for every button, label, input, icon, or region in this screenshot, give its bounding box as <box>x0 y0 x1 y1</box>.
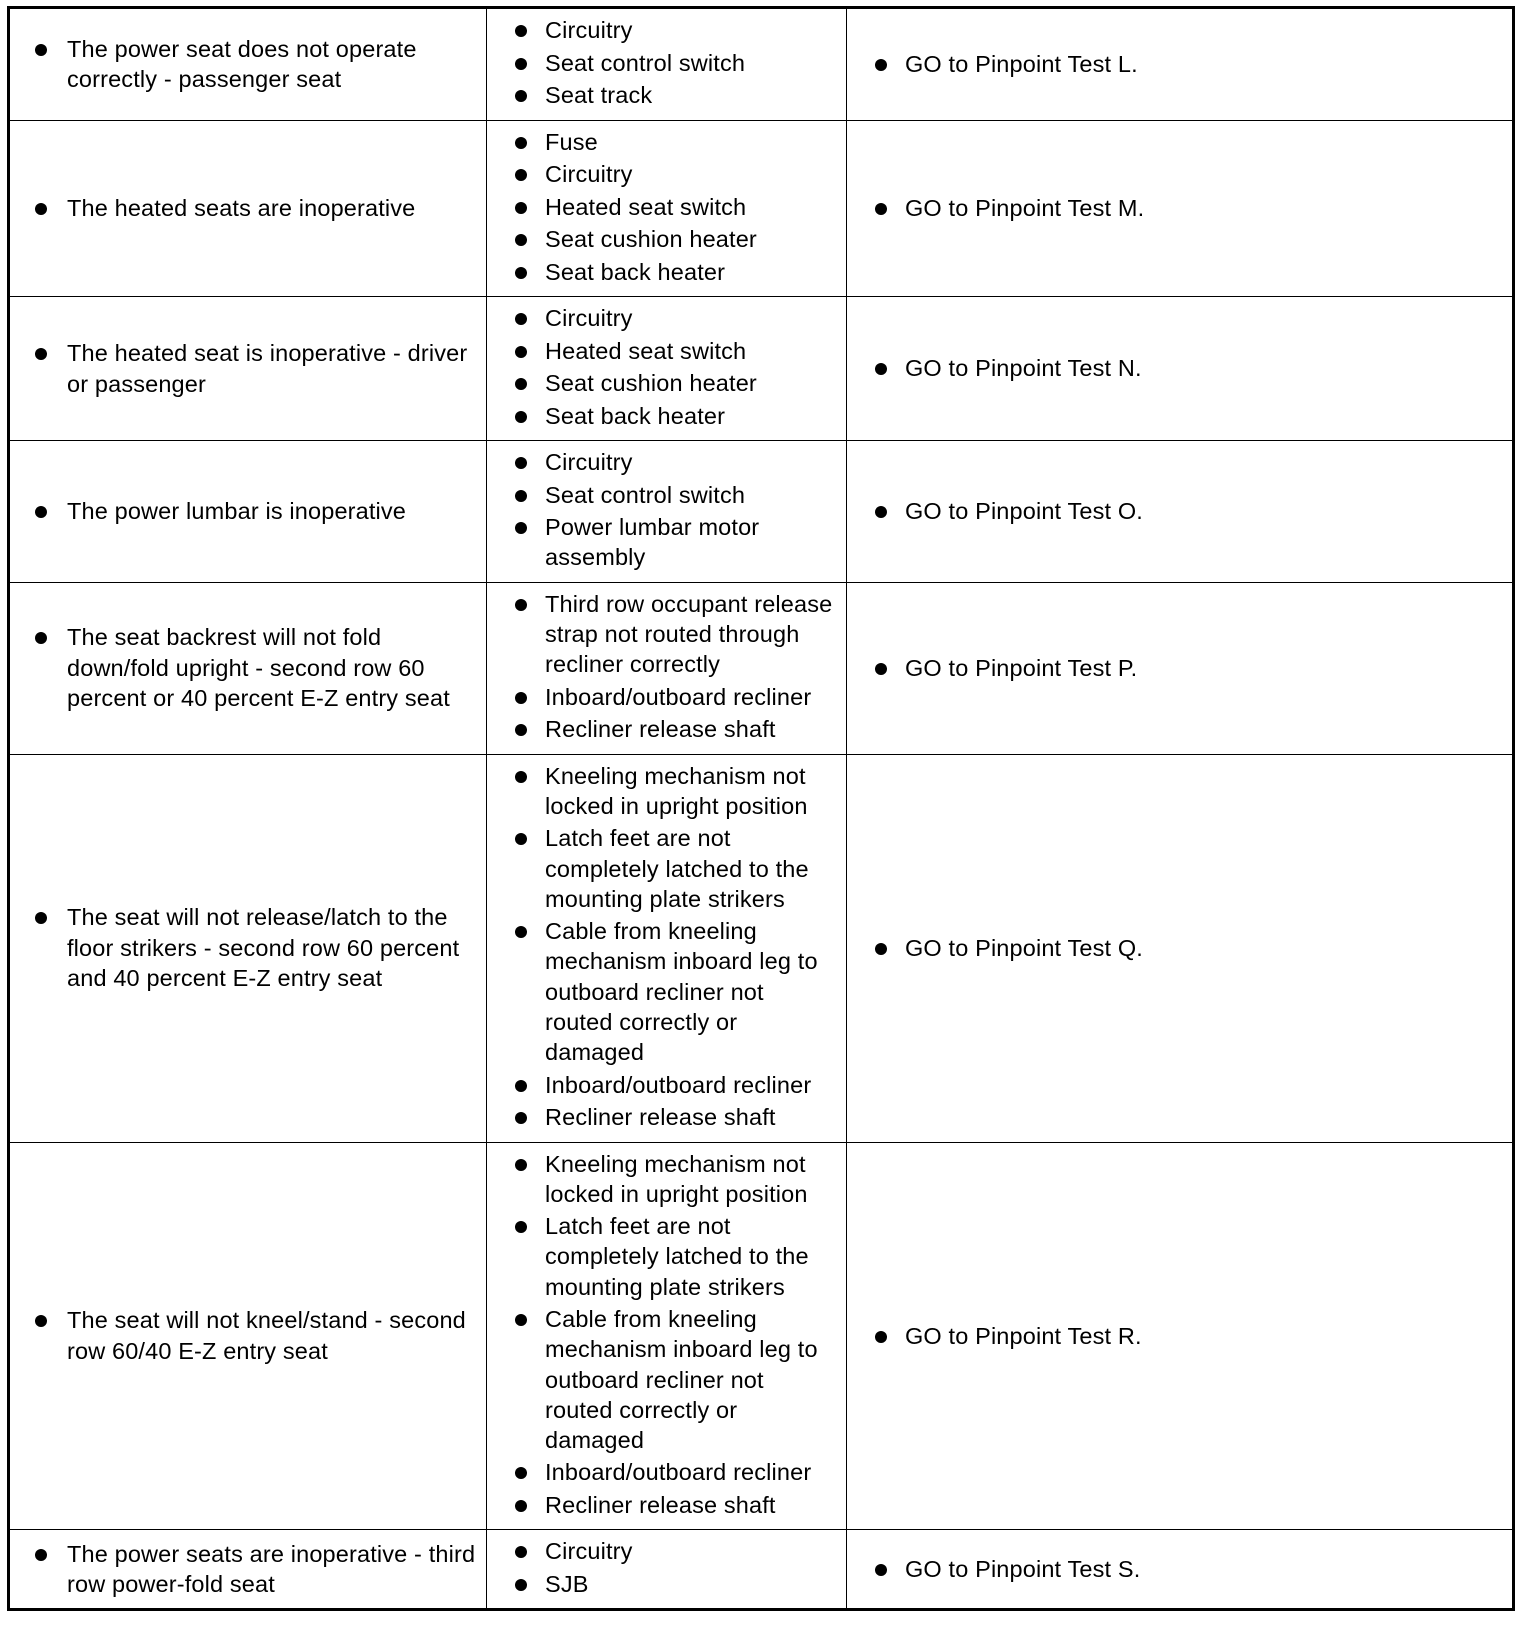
action-cell <box>847 1530 1514 1610</box>
symptom-list <box>10 496 486 527</box>
symptom-text: The power lumbar is inoperative <box>67 496 478 527</box>
possible-source-item: Circuitry <box>545 15 836 45</box>
possible-source-cell <box>487 297 847 441</box>
possible-source-list <box>487 583 846 754</box>
action-list <box>847 1554 1512 1585</box>
possible-source-item: Fuse <box>545 127 836 157</box>
possible-source-cell <box>487 120 847 297</box>
possible-source-item: Recliner release shaft <box>545 1102 836 1132</box>
possible-source-item: Seat track <box>545 80 836 110</box>
symptom-cell <box>9 441 487 583</box>
possible-source-list <box>487 1143 846 1530</box>
possible-source-item: Seat cushion heater <box>545 368 836 398</box>
possible-source-item: Seat back heater <box>545 257 836 287</box>
symptom-list <box>10 34 486 95</box>
table-row <box>9 8 1514 121</box>
symptom-text: The seat will not release/latch to the floor strikers - second row 60 percent and 40 percent E-Z entry seat <box>67 902 478 994</box>
pinpoint-test-link: GO to Pinpoint Test L. <box>905 49 1512 80</box>
action-cell <box>847 582 1514 754</box>
action-list <box>847 653 1512 684</box>
symptom-chart-table <box>7 6 1515 1611</box>
possible-source-cell <box>487 582 847 754</box>
possible-source-item: Third row occupant release strap not routed through recliner correctly <box>545 589 836 680</box>
possible-source-item: Kneeling mechanism not locked in upright position <box>545 761 836 821</box>
table-row <box>9 441 1514 583</box>
symptom-cell <box>9 8 487 121</box>
possible-source-item: Seat back heater <box>545 401 836 431</box>
symptom-text: The seat will not kneel/stand - second row 60/40 E-Z entry seat <box>67 1305 478 1366</box>
action-cell <box>847 120 1514 297</box>
action-cell <box>847 297 1514 441</box>
possible-source-item: Recliner release shaft <box>545 714 836 744</box>
symptom-list <box>10 338 486 399</box>
pinpoint-test-link: GO to Pinpoint Test S. <box>905 1554 1512 1585</box>
symptom-text: The seat backrest will not fold down/fold upright - second row 60 percent or 40 percent E-Z entry seat <box>67 622 478 714</box>
possible-source-item: Inboard/outboard recliner <box>545 1070 836 1100</box>
table-row <box>9 1530 1514 1610</box>
table-row <box>9 754 1514 1142</box>
action-cell <box>847 8 1514 121</box>
symptom-list <box>10 902 486 994</box>
possible-source-list <box>487 9 846 120</box>
possible-source-item: Cable from kneeling mechanism inboard leg to outboard recliner not routed correctly or damaged <box>545 916 836 1067</box>
symptom-text: The heated seat is inoperative - driver or passenger <box>67 338 478 399</box>
pinpoint-test-link: GO to Pinpoint Test M. <box>905 193 1512 224</box>
action-list <box>847 933 1512 964</box>
possible-source-item: Heated seat switch <box>545 192 836 222</box>
possible-source-item: Circuitry <box>545 447 836 477</box>
possible-source-item: Circuitry <box>545 303 836 333</box>
symptom-text: The power seats are inoperative - third row power-fold seat <box>67 1539 478 1600</box>
possible-source-list <box>487 1530 846 1608</box>
pinpoint-test-link: GO to Pinpoint Test P. <box>905 653 1512 684</box>
action-list <box>847 193 1512 224</box>
possible-source-item: Recliner release shaft <box>545 1490 836 1520</box>
symptom-list <box>10 1305 486 1366</box>
symptom-list <box>10 193 486 224</box>
possible-source-item: Seat cushion heater <box>545 224 836 254</box>
symptom-cell <box>9 120 487 297</box>
possible-source-cell <box>487 754 847 1142</box>
possible-source-list <box>487 441 846 582</box>
possible-source-item: Kneeling mechanism not locked in upright position <box>545 1149 836 1209</box>
pinpoint-test-link: GO to Pinpoint Test Q. <box>905 933 1512 964</box>
possible-source-item: SJB <box>545 1569 836 1599</box>
pinpoint-test-link: GO to Pinpoint Test N. <box>905 353 1512 384</box>
possible-source-cell <box>487 1142 847 1530</box>
possible-source-item: Cable from kneeling mechanism inboard leg to outboard recliner not routed correctly or damaged <box>545 1304 836 1455</box>
symptom-cell <box>9 1142 487 1530</box>
action-cell <box>847 1142 1514 1530</box>
symptom-list <box>10 1539 486 1600</box>
action-list <box>847 496 1512 527</box>
possible-source-list <box>487 297 846 440</box>
symptom-cell <box>9 582 487 754</box>
possible-source-cell <box>487 1530 847 1610</box>
symptom-list <box>10 622 486 714</box>
symptom-text: The heated seats are inoperative <box>67 193 478 224</box>
possible-source-item: Heated seat switch <box>545 336 836 366</box>
action-list <box>847 353 1512 384</box>
possible-source-list <box>487 121 846 297</box>
possible-source-item: Inboard/outboard recliner <box>545 682 836 712</box>
table-row <box>9 120 1514 297</box>
possible-source-item: Inboard/outboard recliner <box>545 1457 836 1487</box>
action-list <box>847 49 1512 80</box>
possible-source-item: Latch feet are not completely latched to the mounting plate strikers <box>545 1211 836 1302</box>
action-cell <box>847 441 1514 583</box>
table-body <box>9 8 1514 1610</box>
possible-source-item: Circuitry <box>545 1536 836 1566</box>
symptom-cell <box>9 1530 487 1610</box>
possible-source-item: Power lumbar motor assembly <box>545 512 836 572</box>
possible-source-item: Circuitry <box>545 159 836 189</box>
possible-source-list <box>487 755 846 1142</box>
table-row <box>9 582 1514 754</box>
possible-source-item: Latch feet are not completely latched to the mounting plate strikers <box>545 823 836 914</box>
pinpoint-test-link: GO to Pinpoint Test O. <box>905 496 1512 527</box>
table-row <box>9 297 1514 441</box>
symptom-cell <box>9 754 487 1142</box>
symptom-cell <box>9 297 487 441</box>
action-list <box>847 1321 1512 1352</box>
symptom-text: The power seat does not operate correctly - passenger seat <box>67 34 478 95</box>
possible-source-cell <box>487 8 847 121</box>
table-row <box>9 1142 1514 1530</box>
pinpoint-test-link: GO to Pinpoint Test R. <box>905 1321 1512 1352</box>
possible-source-item: Seat control switch <box>545 48 836 78</box>
possible-source-cell <box>487 441 847 583</box>
action-cell <box>847 754 1514 1142</box>
possible-source-item: Seat control switch <box>545 480 836 510</box>
